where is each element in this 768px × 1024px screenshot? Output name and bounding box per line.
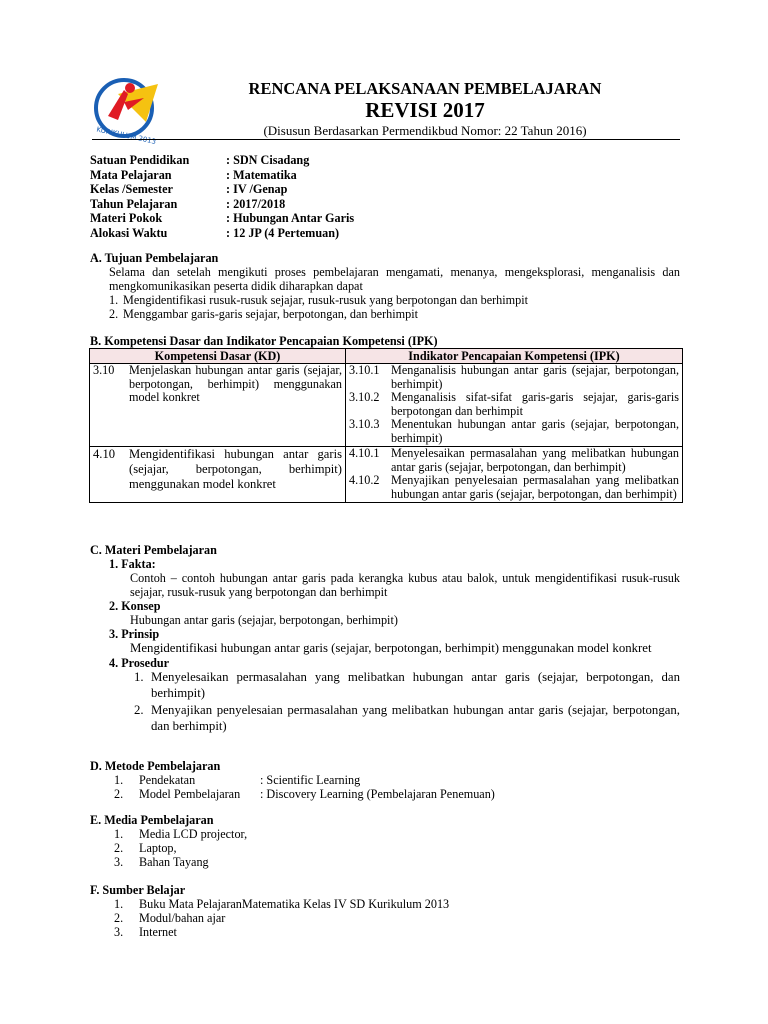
fakta-heading: 1. Fakta: — [109, 557, 156, 571]
konsep-heading: 2. Konsep — [109, 599, 161, 613]
section-f-heading: F. Sumber Belajar — [90, 883, 186, 897]
list-item: 2. Menyajikan penyelesaian permasalahan yang melibatkan hubungan antar garis (sejajar, berpotongan, dan berhimpit) — [134, 703, 680, 733]
konsep-text: Hubungan antar garis (sejajar, berpotongan, berhimpit) — [130, 613, 398, 627]
kurikulum-2013-logo — [88, 76, 166, 144]
prinsip-heading: 3. Prinsip — [109, 627, 160, 641]
section-a-heading: A. Tujuan Pembelajaran — [90, 251, 219, 265]
kd-cell: 3.10 Menjelaskan hubungan antar garis (sejajar, berpotongan, berhimpit) menggunakan model konkret — [90, 364, 346, 447]
ipk-item: 3.10.1 Menganalisis hubungan antar garis (sejajar, berpotongan, berhimpit) — [349, 363, 679, 391]
prinsip-text: Mengidentifikasi hubungan antar garis (sejajar, berpotongan, berhimpit) menggunakan model konkret — [130, 641, 652, 655]
document-title: RENCANA PELAKSANAAN PEMBELAJARAN — [248, 79, 602, 98]
identity-table — [90, 153, 354, 240]
document-subtitle: REVISI 2017 — [365, 98, 485, 122]
fakta-text: Contoh – contoh hubungan antar garis pada kerangka kubus atau balok, untuk mengidentifikasi rusuk-rusuk sejajar, rusuk-rusuk yang berpotongan dan berhimpit — [130, 571, 680, 599]
list-item: 2. Model Pembelajaran : Discovery Learning (Pembelajaran Penemuan) — [114, 787, 495, 801]
list-item: 1. Menyelesaikan permasalahan yang melibatkan hubungan antar garis (sejajar, berpotongan, dan berhimpit) — [134, 670, 680, 700]
section-b-heading: B. Kompetensi Dasar dan Indikator Pencapaian Kompetensi (IPK) — [90, 334, 438, 348]
section-e — [90, 813, 680, 869]
list-item: 1. Mengidentifikasi rusuk-rusuk sejajar, rusuk-rusuk yang berpotongan dan berhimpit — [109, 293, 528, 307]
header-divider — [92, 139, 680, 140]
identity-row: Alokasi Waktu : 12 JP (4 Pertemuan) — [90, 225, 340, 240]
ipk-header: Indikator Pencapaian Kompetensi (IPK) — [346, 349, 683, 364]
ipk-cell — [346, 447, 683, 503]
kd-cell: 4.10 Mengidentifikasi hubungan antar garis (sejajar, berpotongan, berhimpit) menggunakan model konkret — [90, 447, 346, 503]
ipk-item: 3.10.3 Menentukan hubungan antar garis (sejajar, berpotongan, berhimpit) — [349, 417, 679, 445]
section-e-heading: E. Media Pembelajaran — [90, 813, 214, 827]
list-item: 1. Pendekatan : Scientific Learning — [114, 773, 361, 787]
section-d — [90, 759, 680, 801]
identity-row: Mata Pelajaran : Matematika — [90, 167, 297, 182]
list-item: 2. Modul/bahan ajar — [114, 911, 226, 925]
ipk-item: 4.10.2 Menyajikan penyelesaian permasalahan yang melibatkan hubungan antar garis (sejajar, berpotongan, dan berhimpit) — [349, 473, 679, 501]
kd-header: Kompetensi Dasar (KD) — [90, 349, 346, 364]
table-row — [90, 447, 683, 503]
prosedur-heading: 4. Prosedur — [109, 656, 170, 670]
list-item: 3. Internet — [114, 925, 177, 939]
ipk-item: 3.10.2 Menganalisis sifat-sifat garis-garis sejajar, garis-garis berpotongan dan berhimpit — [349, 390, 679, 418]
list-item: 1. Media LCD projector, — [114, 827, 248, 841]
identity-row: Tahun Pelajaran : 2017/2018 — [90, 196, 286, 211]
kd-ipk-table — [89, 348, 683, 503]
section-a-intro: Selama dan setelah mengikuti proses pembelajaran mengamati, menanya, mengeksplorasi, menganalisis dan mengkomunikasikan peserta didik diharapkan dapat — [109, 265, 680, 293]
list-item: 1. Buku Mata PelajaranMatematika Kelas IV SD Kurikulum 2013 — [114, 897, 450, 911]
identity-row: Materi Pokok : Hubungan Antar Garis — [90, 211, 355, 225]
list-item: 2. Laptop, — [114, 841, 177, 855]
document-note: (Disusun Berdasarkan Permendikbud Nomor: 22 Tahun 2016) — [263, 123, 587, 138]
section-f — [90, 883, 680, 939]
list-item: 2. Menggambar garis-garis sejajar, berpotongan, dan berhimpit — [109, 307, 418, 321]
section-c — [90, 543, 680, 734]
list-item: 3. Bahan Tayang — [114, 855, 209, 869]
section-d-heading: D. Metode Pembelajaran — [90, 759, 221, 773]
svg-text:KURIKULUM 2013: KURIKULUM 2013 — [95, 125, 157, 144]
identity-row: Kelas /Semester : IV /Genap — [90, 182, 288, 196]
section-c-heading: C. Materi Pembelajaran — [90, 543, 217, 557]
section-a — [90, 251, 680, 321]
table-row — [90, 364, 683, 447]
identity-row: Satuan Pendidikan : SDN Cisadang — [90, 153, 310, 167]
ipk-cell — [346, 364, 683, 447]
ipk-item: 4.10.1 Menyelesaikan permasalahan yang melibatkan hubungan antar garis (sejajar, berpotongan, dan berhimpit) — [349, 446, 679, 474]
